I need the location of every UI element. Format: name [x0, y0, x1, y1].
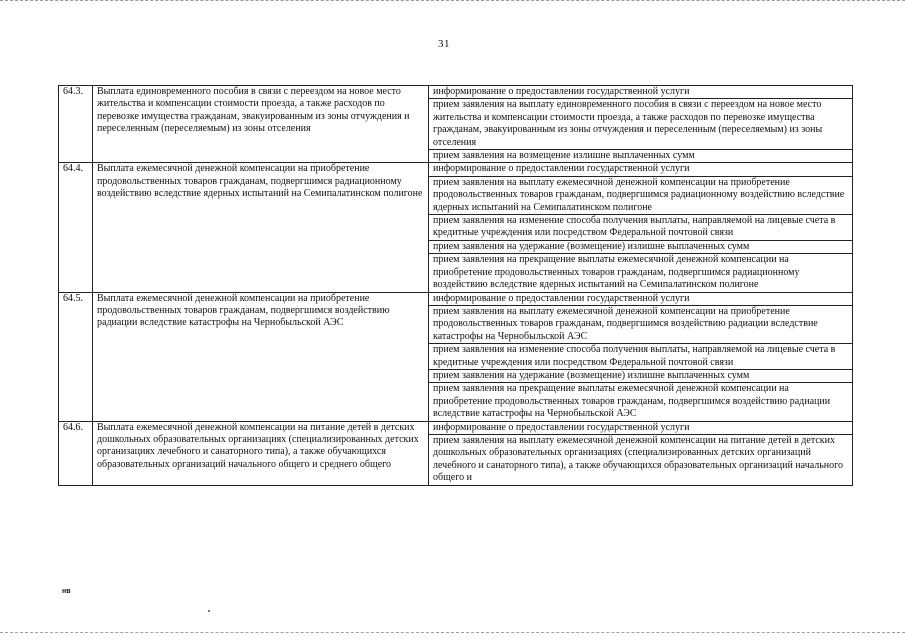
- scan-edge-top: [0, 0, 905, 4]
- operation-item: информирование о предоставлении государственной услуги: [429, 422, 852, 435]
- service-name: Выплата ежемесячной денежной компенсации на питание детей в детских дошкольных образовательных организациях (специализированных детских организациях лечебного и санаторного типа), а также обучающихся образовательных организаций начального общего и среднего общего: [93, 421, 429, 485]
- service-name: Выплата ежемесячной денежной компенсации на приобретение продовольственных товаров гражданам, подвергшимся радиационному воздействию вследствие ядерных испытаний на Семипалатинском полигоне: [93, 163, 429, 292]
- operation-item: прием заявления на возмещение излишне выплаченных сумм: [433, 150, 695, 162]
- operation-item: прием заявления на удержание (возмещение) излишне выплаченных сумм: [429, 370, 852, 383]
- row-number: 64.4.: [59, 163, 93, 292]
- operation-item: прием заявления на изменение способа получения выплаты, направляемой на лицевые счета в кредитные учреждения или посредством Федеральной почтовой связи: [429, 344, 852, 370]
- operation-item: прием заявления на прекращение выплаты ежемесячной денежной компенсации на приобретение продовольственных товаров гражданам, подвергшимся воздействию радиации вследствие катастрофы на Чернобыльской АЭС: [433, 383, 831, 420]
- service-name: Выплата ежемесячной денежной компенсации на приобретение продовольственных товаров гражданам, подвергшимся воздействию радиации вследствие катастрофы на Чернобыльской АЭС: [93, 292, 429, 421]
- row-number: 64.6.: [59, 421, 93, 485]
- operation-item: информирование о предоставлении государственной услуги: [429, 293, 852, 306]
- table-row: [59, 86, 853, 163]
- operation-item: прием заявления на выплату ежемесячной денежной компенсации на приобретение продовольственных товаров гражданам, подвергшимся радиационному воздействию вследствие ядерных испытаний на Семипалатинском полигоне: [429, 177, 852, 215]
- row-number: 64.5.: [59, 292, 93, 421]
- operation-item: информирование о предоставлении государственной услуги: [429, 86, 852, 99]
- table-row: [59, 421, 853, 485]
- services-table-container: [58, 85, 852, 486]
- row-number: 64.3.: [59, 86, 93, 163]
- operations-cell: [429, 421, 853, 485]
- scan-dot: [208, 610, 210, 612]
- operation-item: прием заявления на прекращение выплаты ежемесячной денежной компенсации на приобретение продовольственных товаров гражданам, подвергшимся радиационному воздействию вследствие ядерных испытаний на Семипалатинском полигоне: [433, 254, 800, 291]
- operations-cell: [429, 292, 853, 421]
- operation-item: прием заявления на выплату ежемесячной денежной компенсации на приобретение продовольственных товаров гражданам, подвергшимся воздействию радиации вследствие катастрофы на Чернобыльской АЭС: [429, 306, 852, 344]
- operation-item: прием заявления на выплату единовременного пособия в связи с переездом на новое место жительства и компенсации стоимости проезда, а также расходов по перевозке имущества гражданам, эвакуированным из зоны отчуждения и переселенным (переселяемым) из зоны отселения: [429, 99, 852, 150]
- table-row: [59, 292, 853, 421]
- operations-cell: [429, 86, 853, 163]
- table-row: [59, 163, 853, 292]
- footer-mark: нв: [62, 588, 71, 595]
- page-number: 31: [438, 38, 450, 50]
- scan-edge-bottom: [0, 632, 905, 634]
- service-name: Выплата единовременного пособия в связи с переездом на новое место жительства и компенсации стоимости проезда, а также расходов по перевозке имущества гражданам, эвакуированным из зоны отчуждения и переселенным (переселяемым) из зоны отселения: [93, 86, 429, 163]
- operation-item: информирование о предоставлении государственной услуги: [429, 163, 852, 176]
- services-table: [58, 85, 853, 486]
- operations-cell: [429, 163, 853, 292]
- operation-item: прием заявления на удержание (возмещение) излишне выплаченных сумм: [429, 241, 852, 254]
- operation-item: прием заявления на изменение способа получения выплаты, направляемой на лицевые счета в кредитные учреждения или посредством Федеральной почтовой связи: [429, 215, 852, 241]
- operation-item: прием заявления на выплату ежемесячной денежной компенсации на питание детей в детских дошкольных образовательных организациях (специализированных детских организаций лечебного и санаторного типа), а также обучающихся образовательных организаций начального общего и: [433, 434, 843, 484]
